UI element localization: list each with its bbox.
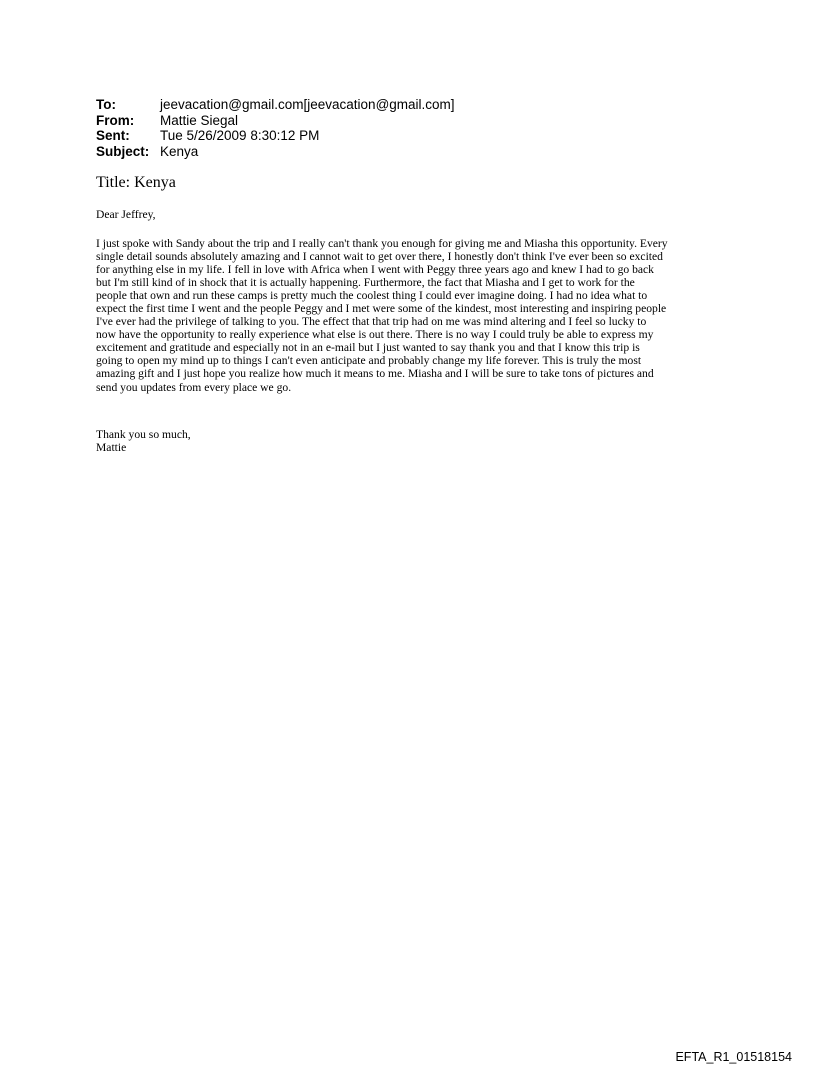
to-value: jeevacation@gmail.com[jeevacation@gmail.com] [160,97,455,112]
body-line: but I'm still kind of in shock that it is actually happening. Furthermore, the fact that Miasha and I get to work for the [96,276,635,290]
header-row-to [96,97,455,113]
to-label: To: [96,97,116,112]
body-line: excitement and gratitude and especially not in an e-mail but I just wanted to say thank you and that I know this trip is [96,341,640,355]
body-line: going to open my mind up to things I can't even anticipate and probably change my life forever. This is truly the most [96,354,642,368]
header-row-from [96,113,455,129]
from-label: From: [96,112,135,128]
header-row-subject [96,144,455,160]
email-header [96,97,455,159]
body-line: single detail sounds absolutely amazing and I cannot wait to get over there, I honestly don't think I've ever been so excited [96,250,663,264]
body-line: for anything else in my life. I fell in love with Africa when I went with Peggy three years ago and knew I had to go back [96,263,654,277]
sent-label: Sent: [96,128,130,143]
body-line: I just spoke with Sandy about the trip and I really can't thank you enough for giving me and Miasha this opportunity. Every [96,237,668,250]
subject-label: Subject: [96,143,150,159]
email-title: Title: Kenya [96,174,176,191]
email-body [96,237,736,394]
body-line: expect the first time I went and the people Peggy and I met were some of the kindest, most interesting and inspiring people [96,302,667,316]
document-id: EFTA_R1_01518154 [675,1050,792,1064]
email-closing-block [96,428,191,454]
body-line: send you updates from every place we go. [96,380,292,394]
body-line: I've ever had the privilege of talking to you. The effect that that trip had on me was mind altering and I feel so lucky to [96,315,647,329]
header-row-sent [96,128,455,144]
email-greeting: Dear Jeffrey, [96,208,156,221]
closing-line: Thank you so much, [96,428,191,441]
body-line: amazing gift and I just hope you realize how much it means to me. Miasha and I will be sure to take tons of pictures and [96,367,654,381]
sent-value: Tue 5/26/2009 8:30:12 PM [160,128,320,143]
body-line: people that own and run these camps is pretty much the coolest thing I could ever imagine doing. I had no idea what to [96,289,648,303]
from-value: Mattie Siegal [160,112,239,128]
subject-value: Kenya [160,143,199,159]
body-line: now have the opportunity to really experience what else is out there. There is no way I could truly be able to express my [96,328,654,342]
signature-line: Mattie [96,441,127,455]
